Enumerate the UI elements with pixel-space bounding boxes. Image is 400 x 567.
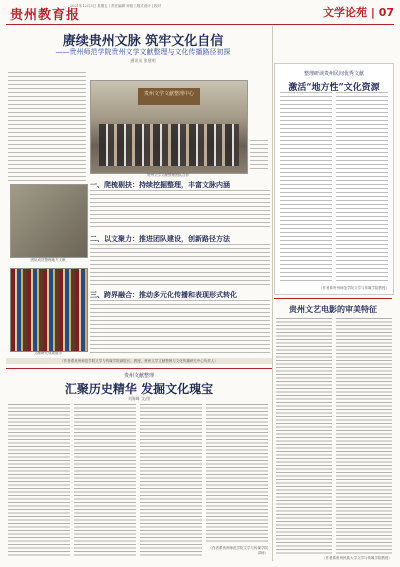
lead-byline: 通讯员 张建明 [130, 58, 156, 63]
photo-people [99, 124, 239, 165]
page-number: 07 [378, 6, 394, 19]
team-photo [90, 80, 248, 174]
bottom-title: 汇聚历史精华 发掘文化瑰宝 [64, 382, 214, 396]
bottom-col-3 [140, 404, 202, 556]
bottom-col-2 [74, 404, 136, 556]
section-heading-2: 二、以文聚力：推进团队建设，创新路径方法 [90, 235, 230, 243]
photo-sign: 贵州文学文献整理中心 [138, 88, 200, 105]
section-3-text [90, 300, 270, 354]
lead-title: 赓续贵州文脉 筑牢文化自信 [62, 34, 224, 49]
photo-caption: 贵州文学文献整理团队合影 [147, 173, 189, 177]
section-name: 文学论苑 [323, 6, 367, 19]
archive-photo [10, 184, 88, 258]
side-title: 激活“地方性”文化资源 [288, 83, 380, 93]
lead-intro-text [8, 72, 86, 184]
section-1-text [90, 190, 270, 230]
lead-subtitle: ——贵州师范学院贵州文学文献整理与文化传播路径初探 [55, 48, 231, 56]
bottom-byline: 刘海峰 文/图 [127, 396, 151, 401]
masthead-title: 贵州教育报 [10, 8, 81, 23]
top-rule [6, 24, 394, 25]
bottom-rule [6, 368, 272, 369]
section-header: 文学论苑 | 07 [323, 6, 394, 19]
side-credit: （作者系贵州师范学院文学与传媒学院教授） [319, 286, 389, 290]
masthead-meta: 2021年12月3日 星期五 | 责任编辑 审校 | 版式设计 | 校对 [70, 4, 162, 8]
bookshelf-photo [10, 268, 88, 352]
film-rule [274, 298, 392, 299]
side-text-right [336, 92, 388, 282]
film-credit: （作者系贵州民族大学文学与传媒学院教授） [322, 556, 392, 560]
archive-caption: 团队成员整理地方文献 [30, 258, 66, 262]
film-title: 贵州文艺电影的审美特征 [289, 304, 377, 314]
side-text-left [280, 92, 332, 282]
film-text-right [336, 318, 392, 554]
section-heading-3: 三、跨界融合：推动多元化传播和表现形式转化 [90, 291, 237, 299]
film-text-left [276, 318, 332, 554]
bottom-col-4 [206, 404, 268, 544]
section-heading-1: 一、爬梳剔抉：持续挖掘整理，丰富文脉内涵 [90, 181, 230, 189]
bottom-credit: （作者系贵州师范学院文学与传媒学院讲师） [208, 546, 268, 555]
side-kicker: 整理研读贵州民间优秀文献 [303, 71, 364, 77]
bookshelf-caption: 文献研究成果展示 [34, 351, 62, 355]
column-divider [272, 26, 273, 561]
bottom-kicker: 贵州文献整理 [123, 373, 154, 379]
bottom-col-1 [8, 404, 70, 556]
photo-caption-block [250, 140, 268, 170]
author-note: （作者系贵州师范学院文学与传媒学院副院长、教授、贵州文学文献整理与文化传播研究中心负责人） [6, 358, 272, 364]
side-article [274, 63, 394, 295]
section-2-text [90, 244, 270, 286]
